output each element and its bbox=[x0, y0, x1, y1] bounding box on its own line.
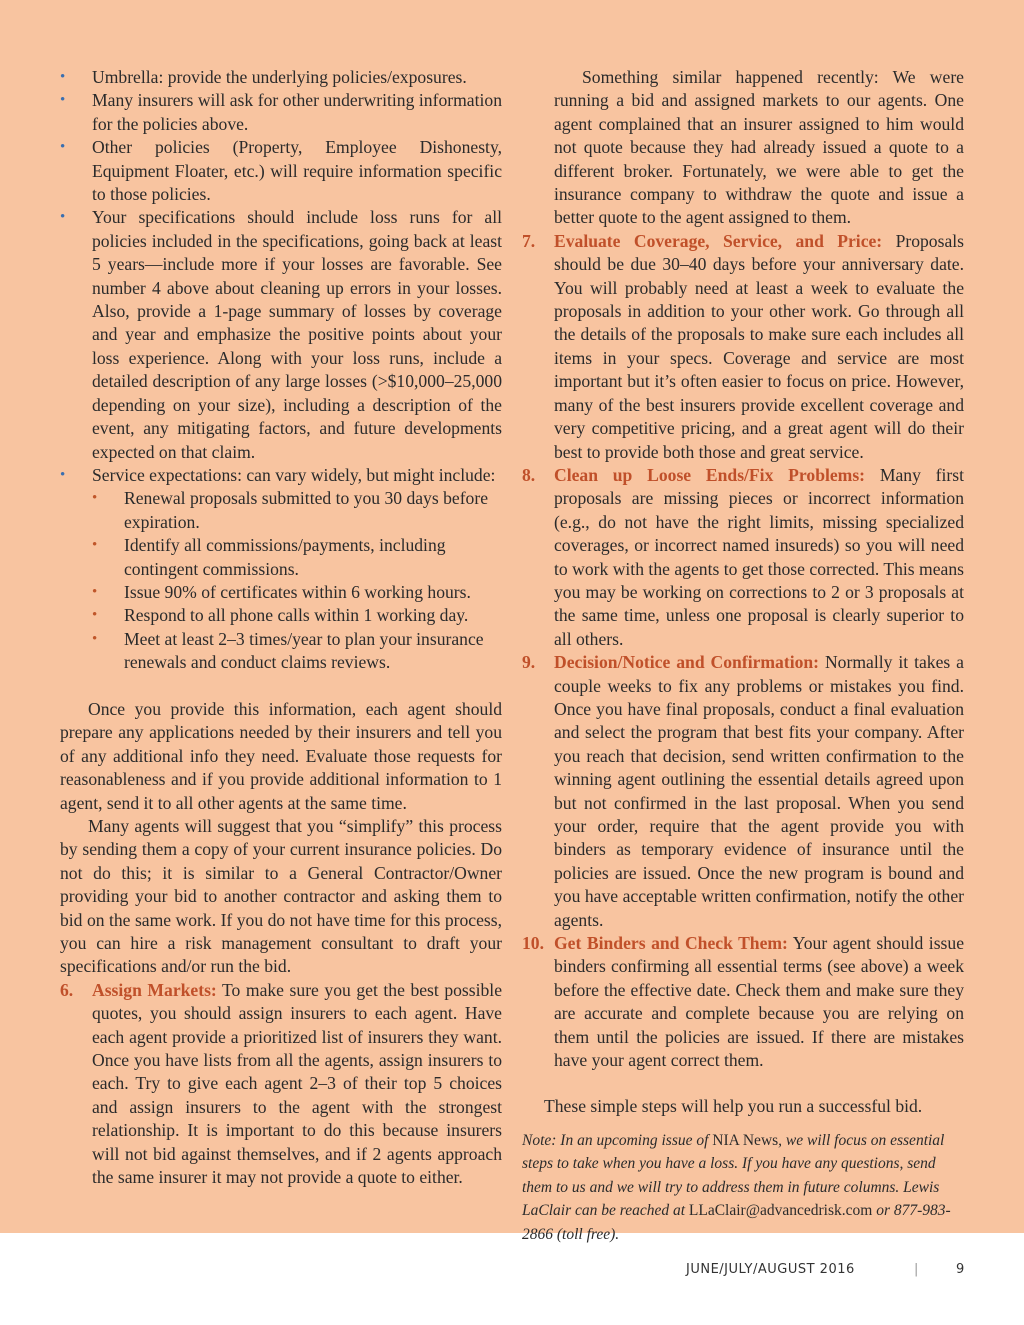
publication-name: NIA News bbox=[712, 1131, 779, 1149]
step-10 bbox=[522, 932, 964, 1072]
spacer bbox=[60, 675, 502, 698]
email-link[interactable]: LLaClair@advancedrisk.com bbox=[688, 1202, 873, 1220]
step-number: 10. bbox=[522, 933, 544, 954]
issue-date: JUNE/JULY/AUGUST 2016 bbox=[686, 1262, 855, 1277]
sub-list-item: • Identify all commissions/payments, including contingent commissions. bbox=[92, 534, 502, 581]
step-number: 9. bbox=[522, 652, 536, 673]
sub-list-item: • Issue 90% of certificates within 6 working hours. bbox=[92, 581, 502, 604]
service-intro: Service expectations: can vary widely, but might include: bbox=[92, 464, 496, 485]
footer-separator: | bbox=[914, 1262, 919, 1277]
step-number: 6. bbox=[60, 979, 74, 1000]
list-item: • Your specifications should include loss runs for all policies included in the specifications, going back at least 5 years—include more if your losses are favorable. See number 4 above about cleaning up errors in your losses. Also, provide a 1-page summary of losses by coverage and year and emphasize the positive points about your loss experience. Along with your loss runs, include a detailed description of any large losses (>$10,000–25,000 depending on your size), including a description of the event, any mitigating factors, and future developments expected on that claim. bbox=[60, 206, 502, 463]
step-number: 8. bbox=[522, 464, 536, 485]
step-9 bbox=[522, 651, 964, 932]
step-number: 7. bbox=[522, 230, 536, 251]
service-sublist bbox=[92, 487, 502, 674]
note-text: Note: In an upcoming issue of bbox=[522, 1131, 713, 1149]
sub-list-item: • Respond to all phone calls within 1 working day. bbox=[92, 604, 502, 627]
page-number: 9 bbox=[956, 1262, 965, 1277]
step-7 bbox=[522, 230, 964, 464]
list-item: • Other policies (Property, Employee Dishonesty, Equipment Floater, etc.) will require information specific to those policies. bbox=[60, 136, 502, 206]
sub-list-item: • Meet at least 2–3 times/year to plan your insurance renewals and conduct claims reviews. bbox=[92, 628, 502, 675]
list-item: • Umbrella: provide the underlying policies/exposures. bbox=[60, 66, 502, 89]
step-6 bbox=[60, 979, 502, 1190]
service-expectations-item bbox=[60, 464, 502, 675]
note-text: , we will focus on essential steps to take when you have a loss. If you have any questions, send them to us and we will try to address them in future columns. Lewis LaClair can be reached at bbox=[522, 1131, 945, 1220]
list-item: • Many insurers will ask for other underwriting information for the policies above. bbox=[60, 89, 502, 136]
step-text: To make sure you get the best possible quotes, you should assign insurers to each agent. Have each agent provide a prioritized list of insurers they want. Once you have lists from all the agents, assign insurers to each. Try to give each agent 2–3 of their top 5 choices and assign insurers to the agent with the strongest relationship. It is important to do this because insurers will not bid against themselves, and if 2 agents approach the same insurer it may not provide a quote to either. bbox=[92, 979, 503, 1188]
step-heading: Evaluate Coverage, Service, and Price: bbox=[554, 230, 883, 251]
requirements-list bbox=[60, 66, 502, 675]
step-heading: Assign Markets: bbox=[92, 979, 217, 1000]
right-column bbox=[522, 66, 964, 1246]
step-text: Your agent should issue binders confirming all essential terms (see above) a week before the effective date. Check them and make sure they are accurate and complete because you are relying on them until the policies are issued. If there are mistakes have your agent correct them. bbox=[554, 933, 964, 1071]
paragraph: Many agents will suggest that you “simplify” this process by sending them a copy of your current insurance policies. Do not do this; it is similar to a General Contractor/Owner providing your bid to another contractor and asking them to bid on the same work. If you do not have time for this process, you can hire a risk management consultant to draft your specifications and/or run the bid. bbox=[60, 815, 502, 977]
note-text: or 877-983-2866 (toll free). bbox=[522, 1202, 951, 1243]
step-heading: Get Binders and Check Them: bbox=[554, 933, 788, 954]
step-text: Normally it takes a couple weeks to fix any problems or mistakes you find. Once you have final proposals, conduct a final evaluation and select the program that best fits your company. After you reach that decision, send written confirmation to the winning agent outlining the essential details agreed upon but not confirmed in the last proposal. When you send your order, require that the agent provide you with binders as temporary evidence of insurance until the policies are issued. Once the new program is bound and you have acceptable written confirmation, notify the other agents. bbox=[554, 652, 964, 930]
paragraph: Something similar happened recently: We were running a bid and assigned markets to our agents. One agent complained that an insurer assigned to him would not quote because they had already issued a quote to a different broker. Fortunately, we were able to get the insurance company to withdraw the quote and issue a better quote to the agent assigned to them. bbox=[554, 67, 964, 228]
closing-sentence: These simple steps will help you run a successful bid. bbox=[544, 1096, 923, 1117]
step-text: Proposals should be due 30–40 days before your anniversary date. You will probably need at least a week to evaluate the proposals in addition to your other work. Go through all the details of the proposals to make sure each includes all items in your specs. Coverage and service are most important but it’s often easier to focus on price. However, many of the best insurers provide excellent coverage and very competitive pricing, and a great agent will do their best to provide both those and great service. bbox=[554, 230, 964, 462]
step-8 bbox=[522, 464, 964, 651]
step-heading: Clean up Loose Ends/Fix Problems: bbox=[554, 464, 866, 485]
author-note bbox=[522, 1129, 964, 1247]
left-column bbox=[60, 66, 502, 1189]
step-text: Many first proposals are missing pieces or incorrect information (e.g., do not have the right limits, missing specialized coverages, or incorrect named insureds) so you will need to work with the agents to get those corrected. This means you may be working on corrections to 2 or 3 proposals at the same time, unless one proposal is clearly superior to all others. bbox=[554, 464, 965, 649]
paragraph: Once you provide this information, each agent should prepare any applications needed by their insurers and tell you of any additional info they need. Evaluate those requests for reasonableness and if you provide additional information to 1 agent, send it to all other agents at the same time. bbox=[60, 698, 502, 813]
step-heading: Decision/Notice and Confirmation: bbox=[554, 652, 820, 673]
sub-list-item: • Renewal proposals submitted to you 30 days before expiration. bbox=[92, 487, 502, 534]
